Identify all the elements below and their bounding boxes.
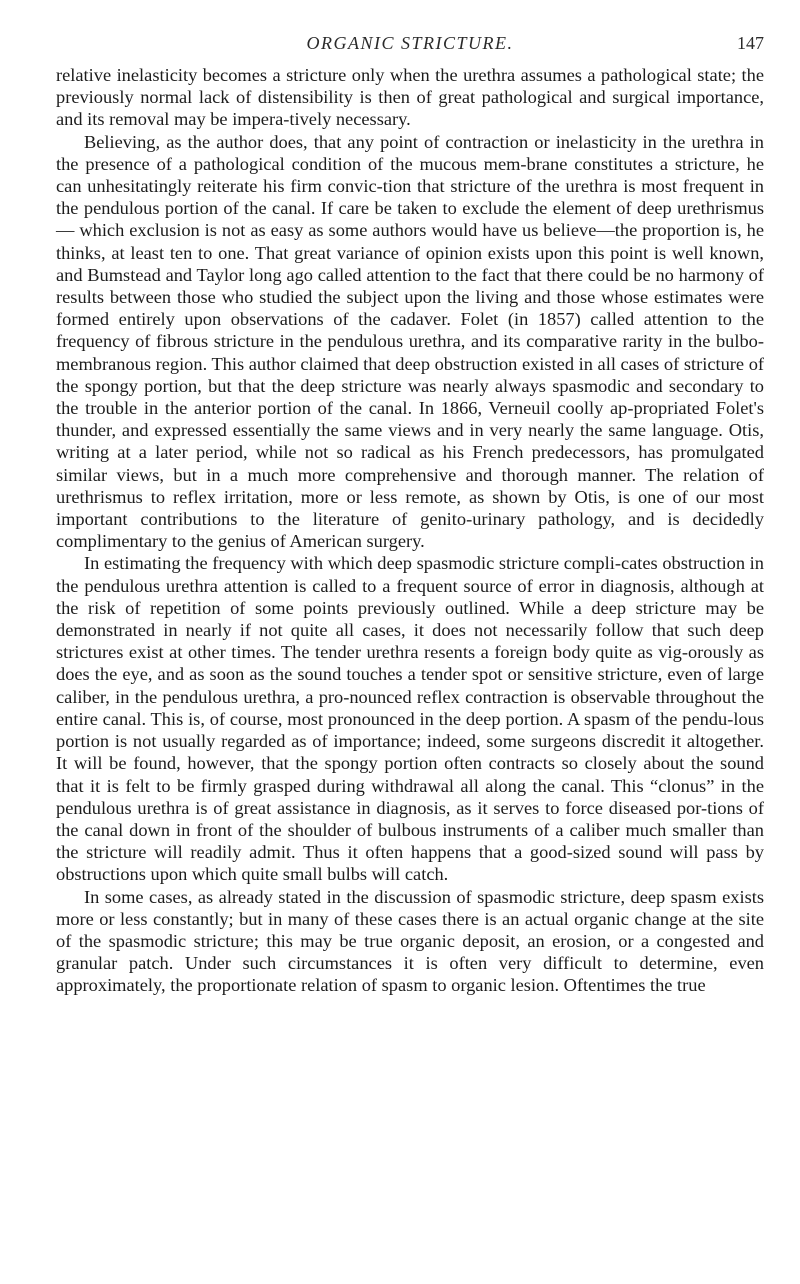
paragraph-organic-change: In some cases, as already stated in the discussion of spasmodic stricture, deep spasm exists more or less constantly; but in many of these cases there is an actual organic change at the site of the spasmodic stricture; this may be true organic deposit, an erosion, or a congested and granular patch. Under such circumstances it is often very difficult to determine, even approximately, the proportionate relation of spasm to organic lesion. Oftentimes the true: [56, 886, 764, 996]
paragraph-continuation: relative inelasticity becomes a stricture only when the urethra assumes a pathological state; the previously normal lack of distensibility is then of great pathological and surgical importance, and its removal may be impera-tively necessary.: [56, 65, 764, 130]
body-text: [56, 64, 764, 997]
running-title: ORGANIC STRICTURE.: [306, 33, 514, 53]
page-number: 147: [737, 33, 764, 53]
paragraph-stricture-frequency: Believing, as the author does, that any point of contraction or inelasticity in the urethra in the presence of a pathological condition of the mucous mem-brane constitutes a stricture, he can unhesitatingly reiterate his firm convic-tion that stricture of the urethra is most frequent in the pendulous portion of the canal. If care be taken to exclude the element of deep urethrismus— which exclusion is not as easy as some authors would have us believe—the proportion is, he thinks, at least ten to one. That great variance of opinion exists upon this point is well known, and Bumstead and Taylor long ago called attention to the fact that there could be no harmony of results between those who studied the subject upon the living and those whose estimates were formed entirely upon observations of the cadaver. Folet (in 1857) called attention to the frequency of fibrous stricture in the pendulous urethra, and its comparative rarity in the bulbo-membranous region. This author claimed that deep obstruction existed in all cases of stricture of the spongy portion, but that the deep stricture was nearly always spasmodic and secondary to the trouble in the anterior portion of the canal. In 1866, Verneuil coolly ap-propriated Folet's thunder, and expressed essentially the same views and in very nearly the same language. Otis, writing at a later period, while not so radical as his French predecessors, has promulgated similar views, but in a much more comprehensive and thorough manner. The relation of urethrismus to reflex irritation, more or less remote, as shown by Otis, is one of our most important contributions to the literature of genito-urinary pathology, and is decidedly complimentary to the genius of American surgery.: [56, 131, 765, 552]
paragraph-spasmodic-stricture: In estimating the frequency with which deep spasmodic stricture compli-cates obstruction in the pendulous urethra attention is called to a frequent source of error in diagnosis, although at the risk of repetition of some points previously outlined. While a deep stricture may be demonstrated in nearly if not quite all cases, it does not necessarily follow that such deep strictures exist at other times. The tender urethra resents a foreign body quite as vig-orously as does the eye, and as soon as the sound touches a tender spot or sensitive stricture, even of large caliber, in the pendulous urethra, a pro-nounced reflex contraction is observable throughout the entire canal. This is, of course, most pronounced in the deep portion. A spasm of the pendu-lous portion is not usually regarded as of importance; indeed, some surgeons discredit it altogether. It will be found, however, that the spongy portion often contracts so closely about the sound that it is felt to be firmly grasped during withdrawal all along the canal. This “clonus” in the pendulous urethra is of great assistance in diagnosis, as it serves to force diseased por-tions of the canal down in front of the shoulder of bulbous instruments of a caliber much smaller than the stricture will readily admit. Thus it often happens that a good-sized sound will pass by obstructions upon which quite small bulbs will catch.: [56, 553, 764, 885]
page-header: [56, 28, 764, 64]
book-page: [56, 28, 764, 997]
